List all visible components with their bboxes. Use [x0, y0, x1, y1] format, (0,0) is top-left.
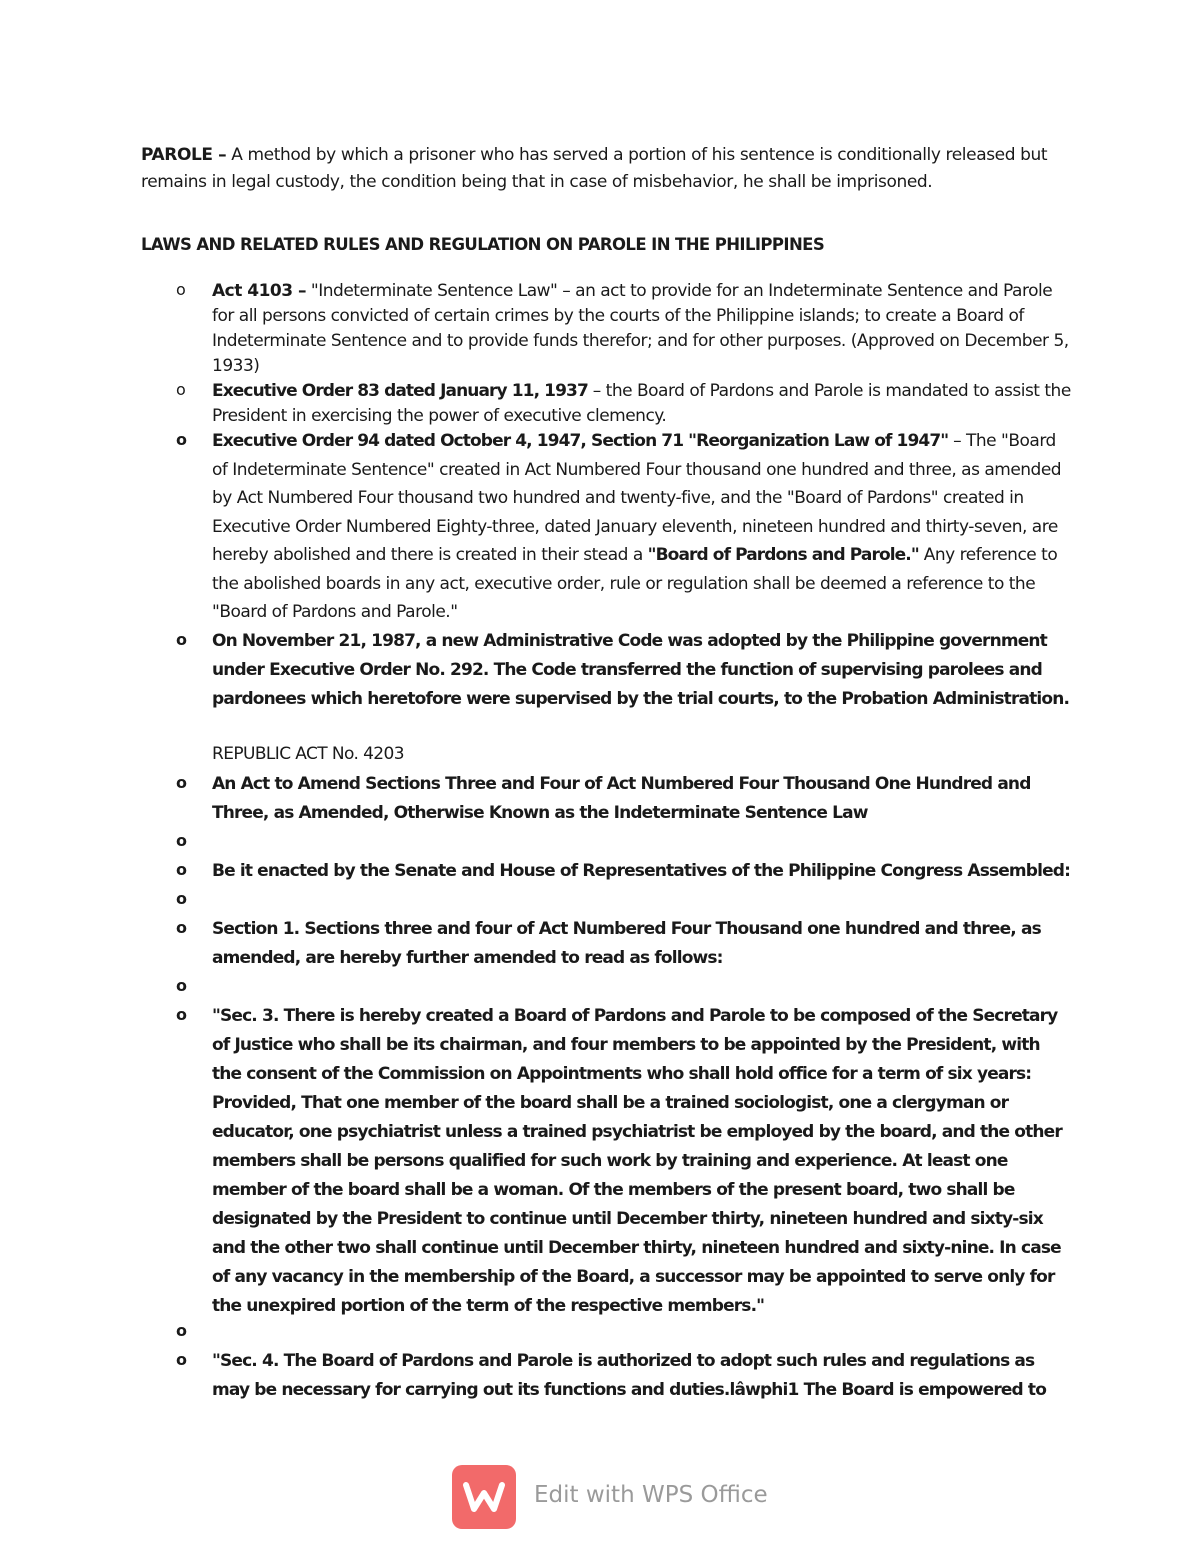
law-item-eo-94: [212, 427, 1072, 627]
ra-item-sec-4: "Sec. 4. The Board of Pardons and Parole is authorized to adopt such rules and regulations as may be necessary for carrying out its functions and duties.lâwphi1 The Board is empowered to: [212, 1351, 1047, 1400]
ra-item: An Act to Amend Sections Three and Four of Act Numbered Four Thousand One Hundred and Three, as Amended, Otherwise Known as the Indeterminate Sentence Law: [212, 774, 1031, 823]
bullet-icon: o: [176, 976, 187, 995]
law-title: Executive Order 83 dated January 11, 1937: [212, 381, 588, 401]
law-body: – the Board of Pardons and Parole is mandated to assist the President in exercising the power of executive clemency.: [212, 381, 1071, 426]
law-item-admin-code: On November 21, 1987, a new Administrative Code was adopted by the Philippine government under Executive Order No. 292. The Code transferred the function of supervising parolees and pardonees which heretofore were supervised by the trial courts, to the Probation Administration.: [212, 631, 1070, 709]
bullet-icon: o: [176, 280, 186, 299]
bullet-icon: o: [176, 1321, 187, 1340]
wps-office-logo-icon: [452, 1465, 516, 1529]
section-heading: LAWS AND RELATED RULES AND REGULATION ON PAROLE IN THE PHILIPPINES: [141, 235, 825, 254]
bullet-icon: o: [176, 1005, 187, 1024]
ra-item-sec-3: "Sec. 3. There is hereby created a Board of Pardons and Parole to be composed of the Secretary of Justice who shall be its chairman, and four members to be appointed by the President, with the consent of the Commission on Appointments who shall hold office for a term of six years: Provided, That one member of the board shall be a trained sociologist, one a clergyman or educator, one psychiatrist unless a trained psychiatrist be employed by the board, and the other members shall be persons qualified for such work by training and experience. At least one member of the board shall be a woman. Of the members of the present board, two shall be designated by the President to continue until December thirty, nineteen hundred and sixty-six and the other two shall continue until December thirty, nineteen hundred and sixty-nine. In case of any vacancy in the membership of the Board, a successor may be appointed to serve only for the unexpired portion of the term of the respective members.": [212, 1006, 1062, 1316]
bullet-icon: o: [176, 860, 187, 879]
law-body: "Indeterminate Sentence Law" – an act to provide for an Indeterminate Sentence and Parole for all persons convicted of certain crimes by the courts of the Philippine islands; to create a Board of Indeterminate Sentence and to provide funds therefor; and for other purposes. (Approved on December 5, 1933): [212, 281, 1069, 376]
law-body-bold: "Board of Pardons and Parole.": [647, 545, 919, 565]
republic-act-title: REPUBLIC ACT No. 4203: [212, 744, 404, 764]
parole-definition-text: A method by which a prisoner who has served a portion of his sentence is conditionally released but remains in legal custody, the condition being that in case of misbehavior, he shall be imprisoned.: [141, 145, 1048, 192]
bullet-icon: o: [176, 630, 187, 649]
bullet-icon: o: [176, 918, 187, 937]
parole-term: PAROLE –: [141, 145, 227, 165]
wps-edit-text: Edit with WPS Office: [534, 1482, 768, 1508]
bullet-icon: o: [176, 773, 187, 792]
ra-item: Be it enacted by the Senate and House of Representatives of the Philippine Congress Assembled:: [212, 861, 1071, 881]
bullet-icon: o: [176, 430, 187, 449]
bullet-icon: o: [176, 380, 186, 399]
parole-definition: [141, 142, 1071, 196]
law-item-eo-83: [212, 379, 1072, 429]
law-title: Act 4103 –: [212, 281, 307, 301]
ra-item: Section 1. Sections three and four of Act Numbered Four Thousand one hundred and three, as amended, are hereby further amended to read as follows:: [212, 919, 1041, 968]
bullet-icon: o: [176, 889, 187, 908]
law-title: Executive Order 94 dated October 4, 1947, Section 71 "Reorganization Law of 1947": [212, 431, 949, 451]
bullet-icon: o: [176, 1350, 187, 1369]
law-item-act-4103: [212, 279, 1072, 379]
law-body: – The "Board of Indeterminate Sentence" created in Act Numbered Four thousand one hundred and three, as amended by Act Numbered Four thousand two hundred and twenty-five, and the "Board of Pardons" created in Executive Order Numbered Eighty-three, dated January eleventh, nineteen hundred and thirty-seven, are hereby abolished and there is created in their stead a: [212, 431, 1062, 565]
bullet-icon: o: [176, 831, 187, 850]
wps-edit-banner[interactable]: [452, 1465, 772, 1529]
law-body-end: Any reference to the abolished boards in any act, executive order, rule or regulation shall be deemed a reference to the "Board of Pardons and Parole.": [212, 545, 1058, 622]
